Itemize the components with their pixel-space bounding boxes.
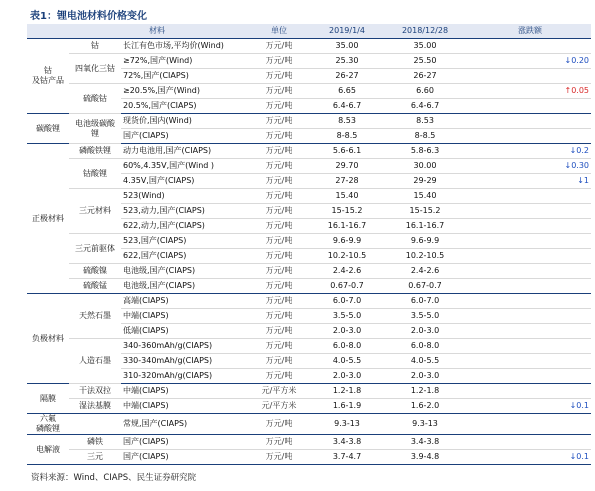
unit-cell: 万元/吨 bbox=[245, 84, 313, 99]
value-date2-cell: 6.0-8.0 bbox=[381, 339, 469, 354]
unit-cell: 万元/吨 bbox=[245, 249, 313, 264]
unit-cell: 万元/吨 bbox=[245, 204, 313, 219]
value-date1-cell: 6.65 bbox=[313, 84, 381, 99]
spec-cell: 国产(CIAPS) bbox=[121, 450, 245, 465]
unit-cell: 万元/吨 bbox=[245, 234, 313, 249]
spec-cell: 622,动力,国产(CIAPS) bbox=[121, 219, 245, 234]
unit-cell: 万元/吨 bbox=[245, 354, 313, 369]
spec-cell: 20.5%,国产(CIAPS) bbox=[121, 99, 245, 114]
value-date1-cell: 6.0-7.0 bbox=[313, 294, 381, 309]
subcategory-cell bbox=[69, 414, 121, 435]
value-date2-cell: 3.9-4.8 bbox=[381, 450, 469, 465]
change-cell bbox=[469, 204, 591, 219]
header-date2: 2018/12/28 bbox=[381, 24, 469, 39]
subcategory-cell: 磷酸铁锂 bbox=[69, 144, 121, 159]
value-date1-cell: 1.2-1.8 bbox=[313, 384, 381, 399]
spec-cell: ≥20.5%,国产(Wind) bbox=[121, 84, 245, 99]
header-material: 材料 bbox=[69, 24, 245, 39]
arrow-down-icon: ↓ bbox=[577, 176, 584, 185]
value-date2-cell: 1.6-2.0 bbox=[381, 399, 469, 414]
value-date2-cell: 1.2-1.8 bbox=[381, 384, 469, 399]
value-date2-cell: 15.40 bbox=[381, 189, 469, 204]
unit-cell: 万元/吨 bbox=[245, 264, 313, 279]
spec-cell: 国产(CIAPS) bbox=[121, 129, 245, 144]
table-body bbox=[27, 39, 591, 465]
arrow-down-icon: ↓ bbox=[569, 146, 577, 155]
change-cell bbox=[469, 39, 591, 54]
change-cell bbox=[469, 54, 591, 69]
value-date2-cell: 8.53 bbox=[381, 114, 469, 129]
value-date2-cell: 3.4-3.8 bbox=[381, 435, 469, 450]
value-date2-cell: 2.0-3.0 bbox=[381, 324, 469, 339]
change-cell bbox=[469, 294, 591, 309]
value-date1-cell: 29.70 bbox=[313, 159, 381, 174]
change-cell bbox=[469, 450, 591, 465]
change-cell bbox=[469, 99, 591, 114]
change-cell bbox=[469, 174, 591, 189]
value-date2-cell: 25.50 bbox=[381, 54, 469, 69]
spec-cell: 电池级,国产(CIAPS) bbox=[121, 264, 245, 279]
unit-cell: 万元/吨 bbox=[245, 189, 313, 204]
unit-cell: 万元/吨 bbox=[245, 309, 313, 324]
table-row bbox=[27, 384, 591, 399]
category-cell: 电解液 bbox=[27, 435, 69, 465]
unit-cell: 万元/吨 bbox=[245, 324, 313, 339]
value-date2-cell: 2.0-3.0 bbox=[381, 369, 469, 384]
source-note: 资料来源：Wind、CIAPS、民生证券研究院 bbox=[31, 473, 197, 483]
value-date1-cell: 15-15.2 bbox=[313, 204, 381, 219]
arrow-down-icon: ↓ bbox=[569, 452, 577, 461]
unit-cell: 万元/吨 bbox=[245, 339, 313, 354]
spec-cell: 310-320mAh/g(CIAPS) bbox=[121, 369, 245, 384]
value-date1-cell: 27-28 bbox=[313, 174, 381, 189]
value-date1-cell: 4.0-5.5 bbox=[313, 354, 381, 369]
subcategory-cell: 人造石墨 bbox=[69, 339, 121, 384]
value-date2-cell: 35.00 bbox=[381, 39, 469, 54]
unit-cell: 万元/吨 bbox=[245, 435, 313, 450]
change-cell bbox=[469, 129, 591, 144]
unit-cell: 万元/吨 bbox=[245, 69, 313, 84]
subcategory-cell: 硫酸镍 bbox=[69, 264, 121, 279]
change-cell bbox=[469, 414, 591, 435]
header-unit: 单位 bbox=[245, 24, 313, 39]
subcategory-cell: 湿法基膜 bbox=[69, 399, 121, 414]
change-cell bbox=[469, 369, 591, 384]
spec-cell: 340-360mAh/g(CIAPS) bbox=[121, 339, 245, 354]
arrow-down-icon: ↓ bbox=[569, 401, 577, 410]
category-cell: 六氟 磷酸锂 bbox=[27, 414, 69, 435]
spec-cell: 国产(CIAPS) bbox=[121, 435, 245, 450]
value-date1-cell: 15.40 bbox=[313, 189, 381, 204]
unit-cell: 万元/吨 bbox=[245, 159, 313, 174]
value-date2-cell: 8-8.5 bbox=[381, 129, 469, 144]
spec-cell: 622,国产(CIAPS) bbox=[121, 249, 245, 264]
value-date1-cell: 9.3-13 bbox=[313, 414, 381, 435]
value-date2-cell: 9.6-9.9 bbox=[381, 234, 469, 249]
unit-cell: 万元/吨 bbox=[245, 219, 313, 234]
unit-cell: 万元/吨 bbox=[245, 39, 313, 54]
unit-cell: 万元/吨 bbox=[245, 99, 313, 114]
value-date2-cell: 5.8-6.3 bbox=[381, 144, 469, 159]
unit-cell: 元/平方米 bbox=[245, 399, 313, 414]
change-cell bbox=[469, 399, 591, 414]
value-date1-cell: 35.00 bbox=[313, 39, 381, 54]
table-row bbox=[27, 264, 591, 279]
change-cell bbox=[469, 114, 591, 129]
unit-cell: 万元/吨 bbox=[245, 54, 313, 69]
subcategory-cell: 钴 bbox=[69, 39, 121, 54]
subcategory-cell: 磷铁 bbox=[69, 435, 121, 450]
value-date1-cell: 1.6-1.9 bbox=[313, 399, 381, 414]
subcategory-cell: 天然石墨 bbox=[69, 294, 121, 339]
spec-cell: 电池级,国产(CIAPS) bbox=[121, 279, 245, 294]
table-row bbox=[27, 399, 591, 414]
subcategory-cell: 电池级碳酸 锂 bbox=[69, 114, 121, 144]
unit-cell: 万元/吨 bbox=[245, 174, 313, 189]
change-value: 0.1 bbox=[576, 401, 589, 410]
header-category bbox=[27, 24, 69, 39]
value-date1-cell: 5.6-6.1 bbox=[313, 144, 381, 159]
spec-cell: 330-340mAh/g(CIAPS) bbox=[121, 354, 245, 369]
category-cell: 正极材料 bbox=[27, 144, 69, 294]
change-value: 0.30 bbox=[571, 161, 589, 170]
subcategory-cell: 三元前驱体 bbox=[69, 234, 121, 264]
spec-cell: 4.35V,国产(CIAPS) bbox=[121, 174, 245, 189]
change-cell bbox=[469, 144, 591, 159]
value-date2-cell: 26-27 bbox=[381, 69, 469, 84]
value-date1-cell: 3.5-5.0 bbox=[313, 309, 381, 324]
value-date1-cell: 26-27 bbox=[313, 69, 381, 84]
value-date2-cell: 2.4-2.6 bbox=[381, 264, 469, 279]
change-value: 1 bbox=[583, 176, 589, 185]
change-cell bbox=[469, 249, 591, 264]
price-table bbox=[27, 24, 591, 465]
spec-cell: 60%,4.35V,国产(Wind ) bbox=[121, 159, 245, 174]
spec-cell: 523,国产(CIAPS) bbox=[121, 234, 245, 249]
table-row bbox=[27, 84, 591, 99]
spec-cell: 高端(CIAPS) bbox=[121, 294, 245, 309]
table-row bbox=[27, 159, 591, 174]
table-row bbox=[27, 414, 591, 435]
value-date2-cell: 6.4-6.7 bbox=[381, 99, 469, 114]
value-date1-cell: 6.0-8.0 bbox=[313, 339, 381, 354]
category-cell: 钴 及钴产品 bbox=[27, 39, 69, 114]
value-date2-cell: 3.5-5.0 bbox=[381, 309, 469, 324]
spec-cell: 低端(CIAPS) bbox=[121, 324, 245, 339]
spec-cell: 523(Wind) bbox=[121, 189, 245, 204]
value-date1-cell: 0.67-0.7 bbox=[313, 279, 381, 294]
value-date1-cell: 2.4-2.6 bbox=[313, 264, 381, 279]
spec-cell: 中端(CIAPS) bbox=[121, 399, 245, 414]
change-value: 0.05 bbox=[571, 86, 589, 95]
table-row bbox=[27, 294, 591, 309]
value-date1-cell: 6.4-6.7 bbox=[313, 99, 381, 114]
change-cell bbox=[469, 159, 591, 174]
unit-cell: 万元/吨 bbox=[245, 129, 313, 144]
header-change: 涨跌额 bbox=[469, 24, 591, 39]
unit-cell: 万元/吨 bbox=[245, 114, 313, 129]
value-date2-cell: 9.3-13 bbox=[381, 414, 469, 435]
arrow-down-icon: ↓ bbox=[564, 56, 572, 65]
unit-cell: 万元/吨 bbox=[245, 144, 313, 159]
change-value: 0.2 bbox=[576, 146, 589, 155]
value-date2-cell: 16.1-16.7 bbox=[381, 219, 469, 234]
value-date2-cell: 30.00 bbox=[381, 159, 469, 174]
change-cell bbox=[469, 234, 591, 249]
unit-cell: 万元/吨 bbox=[245, 279, 313, 294]
spec-cell: 523,动力,国产(CIAPS) bbox=[121, 204, 245, 219]
table-row bbox=[27, 279, 591, 294]
spec-cell: ≥72%,国产(Wind) bbox=[121, 54, 245, 69]
unit-cell: 万元/吨 bbox=[245, 294, 313, 309]
unit-cell: 万元/吨 bbox=[245, 450, 313, 465]
spec-cell: 中端(CIAPS) bbox=[121, 309, 245, 324]
unit-cell: 万元/吨 bbox=[245, 369, 313, 384]
subcategory-cell: 干法双拉 bbox=[69, 384, 121, 399]
value-date2-cell: 10.2-10.5 bbox=[381, 249, 469, 264]
unit-cell: 万元/吨 bbox=[245, 414, 313, 435]
value-date1-cell: 3.4-3.8 bbox=[313, 435, 381, 450]
change-cell bbox=[469, 309, 591, 324]
unit-cell: 元/平方米 bbox=[245, 384, 313, 399]
spec-cell: 长江有色市场,平均价(Wind) bbox=[121, 39, 245, 54]
value-date1-cell: 16.1-16.7 bbox=[313, 219, 381, 234]
change-value: 0.1 bbox=[576, 452, 589, 461]
table-title: 表1：锂电池材料价格变化 bbox=[30, 11, 147, 22]
spec-cell: 现货价,国内(Wind) bbox=[121, 114, 245, 129]
spec-cell: 中端(CIAPS) bbox=[121, 384, 245, 399]
table-row bbox=[27, 39, 591, 54]
change-cell bbox=[469, 69, 591, 84]
subcategory-cell: 三元材料 bbox=[69, 189, 121, 234]
table-row bbox=[27, 435, 591, 450]
spec-cell: 动力电池用,国产(CIAPS) bbox=[121, 144, 245, 159]
change-cell bbox=[469, 189, 591, 204]
category-cell: 负极材料 bbox=[27, 294, 69, 384]
table-row bbox=[27, 339, 591, 354]
value-date1-cell: 2.0-3.0 bbox=[313, 369, 381, 384]
table-row bbox=[27, 189, 591, 204]
value-date2-cell: 15-15.2 bbox=[381, 204, 469, 219]
subcategory-cell: 三元 bbox=[69, 450, 121, 465]
header-row bbox=[27, 24, 591, 39]
change-value: 0.20 bbox=[571, 56, 589, 65]
change-cell bbox=[469, 264, 591, 279]
subcategory-cell: 四氧化三钴 bbox=[69, 54, 121, 84]
change-cell bbox=[469, 324, 591, 339]
change-cell bbox=[469, 339, 591, 354]
subcategory-cell: 硫酸钴 bbox=[69, 84, 121, 114]
value-date2-cell: 6.0-7.0 bbox=[381, 294, 469, 309]
subcategory-cell: 硫酸锰 bbox=[69, 279, 121, 294]
value-date1-cell: 10.2-10.5 bbox=[313, 249, 381, 264]
value-date1-cell: 9.6-9.9 bbox=[313, 234, 381, 249]
value-date1-cell: 8-8.5 bbox=[313, 129, 381, 144]
change-cell bbox=[469, 219, 591, 234]
change-cell bbox=[469, 84, 591, 99]
change-cell bbox=[469, 384, 591, 399]
spec-cell: 72%,国产(CIAPS) bbox=[121, 69, 245, 84]
change-cell bbox=[469, 435, 591, 450]
table-row bbox=[27, 234, 591, 249]
spec-cell: 常规,国产(CIAPS) bbox=[121, 414, 245, 435]
value-date1-cell: 25.30 bbox=[313, 54, 381, 69]
arrow-up-icon: ↑ bbox=[564, 86, 572, 95]
subcategory-cell: 钴酸锂 bbox=[69, 159, 121, 189]
header-date1: 2019/1/4 bbox=[313, 24, 381, 39]
value-date2-cell: 6.60 bbox=[381, 84, 469, 99]
value-date2-cell: 0.67-0.7 bbox=[381, 279, 469, 294]
value-date1-cell: 3.7-4.7 bbox=[313, 450, 381, 465]
category-cell: 碳酸锂 bbox=[27, 114, 69, 144]
table-row bbox=[27, 54, 591, 69]
table-row bbox=[27, 114, 591, 129]
table-row bbox=[27, 144, 591, 159]
category-cell: 隔膜 bbox=[27, 384, 69, 414]
value-date2-cell: 4.0-5.5 bbox=[381, 354, 469, 369]
change-cell bbox=[469, 354, 591, 369]
table-row bbox=[27, 450, 591, 465]
arrow-down-icon: ↓ bbox=[564, 161, 572, 170]
change-cell bbox=[469, 279, 591, 294]
value-date1-cell: 2.0-3.0 bbox=[313, 324, 381, 339]
value-date1-cell: 8.53 bbox=[313, 114, 381, 129]
value-date2-cell: 29-29 bbox=[381, 174, 469, 189]
